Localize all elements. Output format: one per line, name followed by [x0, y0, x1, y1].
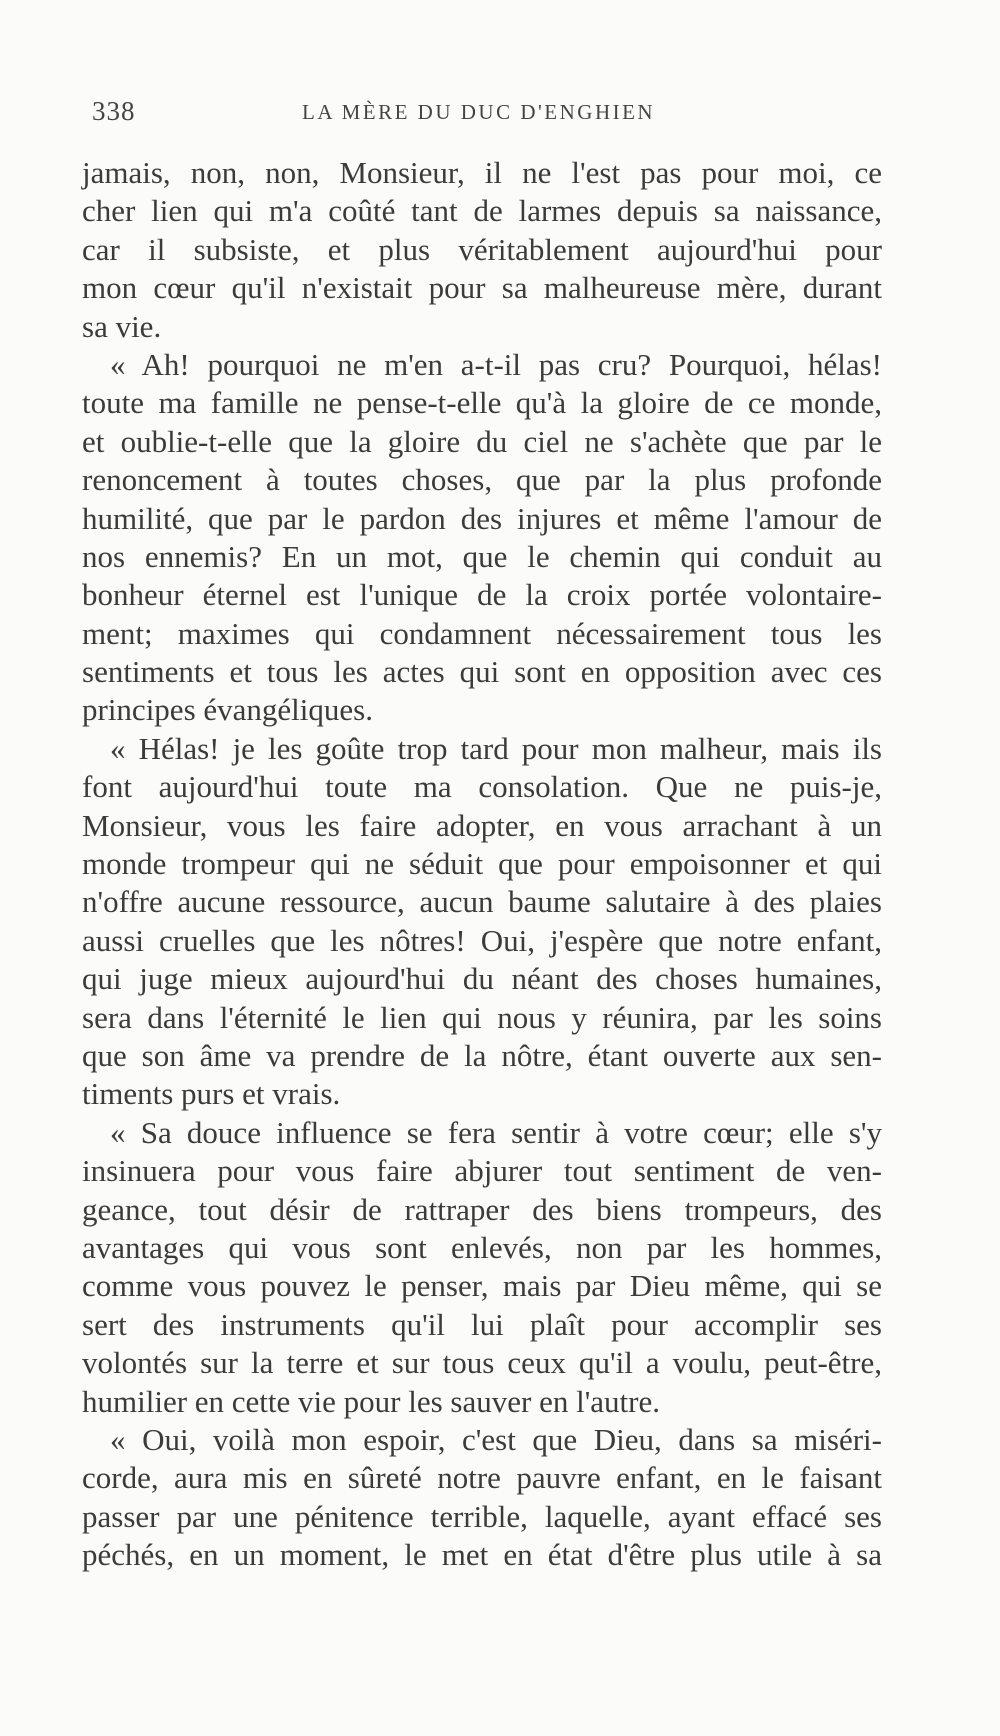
- text-line: « Ah! pourquoi ne m'en a-t-il pas cru? Pourquoi, hélas!: [110, 346, 882, 382]
- text-line: font aujourd'hui toute ma consolation. Que ne puis-je,: [82, 769, 882, 805]
- text-line: péchés, en un moment, le met en état d'être plus utile à sa: [82, 1537, 882, 1573]
- text-line: insinuera pour vous faire abjurer tout sentiment de ven-: [82, 1153, 882, 1189]
- text-line: sa vie.: [82, 308, 162, 344]
- body-text: [82, 154, 882, 1574]
- page-header: [92, 96, 876, 136]
- text-line: principes évangéliques.: [82, 692, 373, 728]
- text-line: que son âme va prendre de la nôtre, étant ouverte aux sen-: [82, 1037, 882, 1073]
- text-line: avantages qui vous sont enlevés, non par les hommes,: [82, 1229, 882, 1265]
- text-line: toute ma famille ne pense-t-elle qu'à la gloire de ce monde,: [82, 385, 882, 421]
- text-line: sentiments et tous les actes qui sont en opposition avec ces: [82, 654, 882, 690]
- text-line: geance, tout désir de rattraper des biens trompeurs, des: [82, 1191, 882, 1227]
- text-line: qui juge mieux aujourd'hui du néant des choses humaines,: [82, 961, 882, 997]
- text-line: sera dans l'éternité le lien qui nous y réunira, par les soins: [82, 999, 882, 1035]
- text-line: volontés sur la terre et sur tous ceux qu'il a voulu, peut-être,: [82, 1345, 882, 1381]
- text-line: sert des instruments qu'il lui plaît pour accomplir ses: [82, 1306, 882, 1342]
- text-line: aussi cruelles que les nôtres! Oui, j'espère que notre enfant,: [82, 922, 882, 958]
- text-line: timents purs et vrais.: [82, 1076, 341, 1112]
- running-title: LA MÈRE DU DUC D'ENGHIEN: [302, 100, 656, 124]
- text-line: « Oui, voilà mon espoir, c'est que Dieu, dans sa miséri-: [110, 1421, 882, 1457]
- text-line: n'offre aucune ressource, aucun baume salutaire à des plaies: [82, 884, 882, 920]
- text-line: « Sa douce influence se fera sentir à votre cœur; elle s'y: [110, 1114, 882, 1150]
- text-line: renoncement à toutes choses, que par la plus profonde: [82, 462, 882, 498]
- text-line: humilité, que par le pardon des injures et même l'amour de: [82, 500, 882, 536]
- text-line: car il subsiste, et plus véritablement aujourd'hui pour: [82, 231, 882, 267]
- page-number: 338: [92, 96, 136, 126]
- text-line: comme vous pouvez le penser, mais par Dieu même, qui se: [82, 1268, 882, 1304]
- text-line: humilier en cette vie pour les sauver en l'autre.: [82, 1383, 660, 1419]
- text-line: corde, aura mis en sûreté notre pauvre enfant, en le faisant: [82, 1460, 882, 1496]
- text-line: « Hélas! je les goûte trop tard pour mon malheur, mais ils: [110, 730, 882, 766]
- text-line: passer par une pénitence terrible, laquelle, ayant effacé ses: [82, 1498, 882, 1534]
- text-line: nos ennemis? En un mot, que le chemin qui conduit au: [82, 538, 882, 574]
- text-line: et oublie-t-elle que la gloire du ciel ne s'achète que par le: [82, 423, 882, 459]
- text-line: bonheur éternel est l'unique de la croix portée volontaire-: [82, 577, 882, 613]
- text-line: cher lien qui m'a coûté tant de larmes depuis sa naissance,: [82, 193, 882, 229]
- text-line: jamais, non, non, Monsieur, il ne l'est pas pour moi, ce: [82, 155, 882, 190]
- text-line: monde trompeur qui ne séduit que pour empoisonner et qui: [82, 846, 882, 882]
- text-line: Monsieur, vous les faire adopter, en vous arrachant à un: [82, 807, 882, 843]
- text-line: mon cœur qu'il n'existait pour sa malheureuse mère, durant: [82, 270, 882, 306]
- text-line: ment; maximes qui condamnent nécessairement tous les: [82, 615, 882, 651]
